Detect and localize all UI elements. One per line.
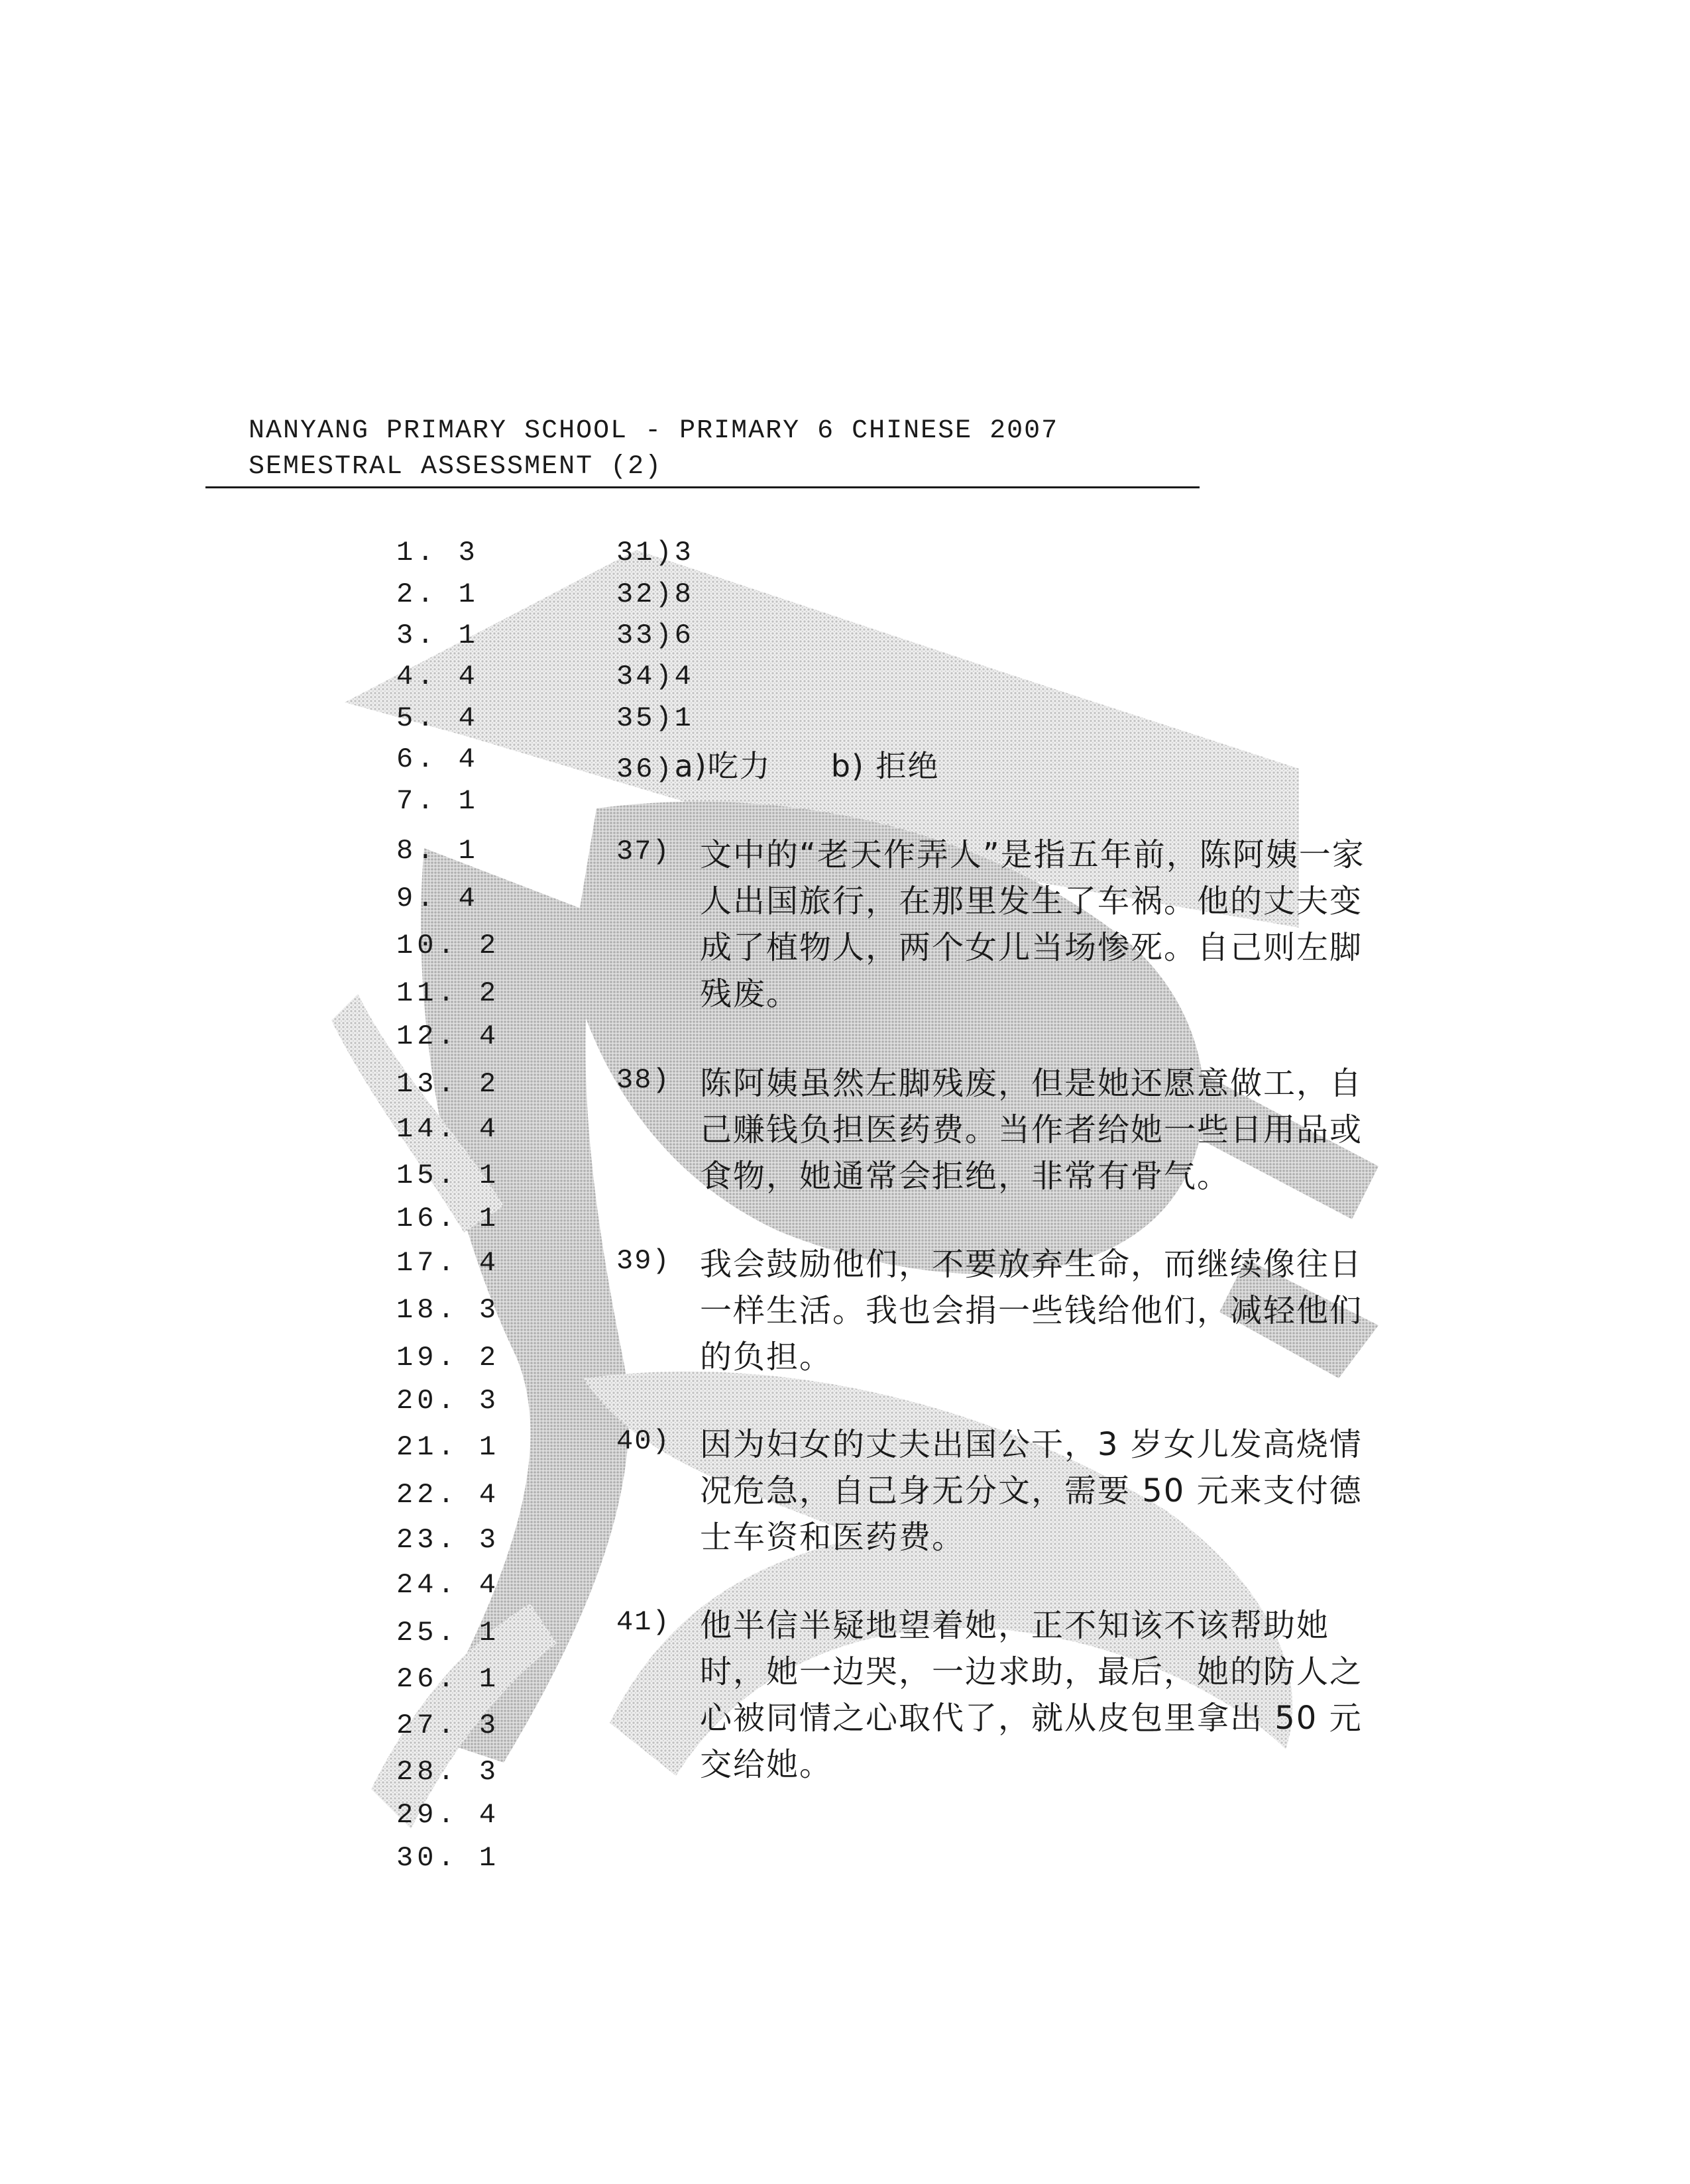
essay-number: 39) xyxy=(616,1245,671,1277)
mcq-answer: 4. 4 xyxy=(396,661,479,692)
mcq-answer: 27. 3 xyxy=(396,1710,500,1741)
mcq-answer: 23. 3 xyxy=(396,1524,500,1556)
mcq-answer: 19. 2 xyxy=(396,1342,500,1374)
mcq-answer: 9. 4 xyxy=(396,883,479,914)
essay-text: 因为妇女的丈夫出国公干，3 岁女儿发高烧情况危急，自己身无分文，需要 50 元来支付德士车资和医药费。 xyxy=(700,1426,1363,1556)
short-answer-36-a: a)吃力 xyxy=(674,748,771,784)
mcq-answer: 8. 1 xyxy=(396,835,479,867)
essay-text: 他半信半疑地望着她，正不知该不该帮助她时，她一边哭，一边求助，最后，她的防人之心被同情之心取代了，就从皮包里拿出 50 元交给她。 xyxy=(700,1607,1363,1783)
mcq-answer: 3. 1 xyxy=(396,620,479,651)
mcq-answer: 11. 2 xyxy=(396,977,500,1009)
header-title: NANYANG PRIMARY SCHOOL - PRIMARY 6 CHINESE 2007 xyxy=(249,416,1059,446)
mcq-answer: 21. 1 xyxy=(396,1431,500,1463)
short-answer-31: 31)3 xyxy=(616,537,694,569)
mcq-answer: 7. 1 xyxy=(396,785,479,817)
mcq-answer: 30. 1 xyxy=(396,1842,500,1874)
essay-text: 陈阿姨虽然左脚残废，但是她还愿意做工，自己赚钱负担医药费。当作者给她一些日用品或食物，她通常会拒绝，非常有骨气。 xyxy=(700,1065,1363,1195)
mcq-answer: 29. 4 xyxy=(396,1799,500,1831)
header-divider xyxy=(205,486,1200,488)
mcq-answer: 17. 4 xyxy=(396,1247,500,1279)
mcq-answer: 1. 3 xyxy=(396,537,479,569)
mcq-answer: 13. 2 xyxy=(396,1068,500,1100)
mcq-answer: 28. 3 xyxy=(396,1756,500,1788)
mcq-answer: 5. 4 xyxy=(396,702,479,734)
mcq-answer: 24. 4 xyxy=(396,1569,500,1601)
mcq-answer: 6. 4 xyxy=(396,743,479,775)
essay-number: 38) xyxy=(616,1064,671,1096)
mcq-answer: 18. 3 xyxy=(396,1294,500,1326)
essay-text: 文中的“老天作弄人”是指五年前，陈阿姨一家人出国旅行，在那里发生了车祸。他的丈夫变成了植物人，两个女儿当场惨死。自己则左脚残废。 xyxy=(700,836,1365,1012)
mcq-answer: 10. 2 xyxy=(396,930,500,961)
short-answer-36-b: b) 拒绝 xyxy=(830,748,940,784)
mcq-answer: 2. 1 xyxy=(396,578,479,610)
mcq-answer: 20. 3 xyxy=(396,1385,500,1417)
essay-number: 40) xyxy=(616,1425,671,1457)
mcq-answer: 26. 1 xyxy=(396,1663,500,1695)
essay-text: 我会鼓励他们，不要放弃生命，而继续像往日一样生活。我也会捐一些钱给他们，减轻他们的负担。 xyxy=(700,1246,1363,1376)
short-answer-32: 32)8 xyxy=(616,578,694,610)
header-subtitle: SEMESTRAL ASSESSMENT (2) xyxy=(249,452,663,482)
mcq-answer: 15. 1 xyxy=(396,1160,500,1191)
mcq-answer: 12. 4 xyxy=(396,1020,500,1052)
short-answer-36-number: 36) xyxy=(616,753,675,785)
short-answer-33: 33)6 xyxy=(616,620,694,651)
short-answer-35: 35)1 xyxy=(616,702,694,734)
short-answer-34: 34)4 xyxy=(616,661,694,692)
short-answer-36 xyxy=(616,742,940,786)
mcq-answer: 25. 1 xyxy=(396,1617,500,1649)
mcq-answer: 16. 1 xyxy=(396,1203,500,1234)
mcq-answer: 22. 4 xyxy=(396,1479,500,1511)
essay-number: 41) xyxy=(616,1606,671,1638)
essay-number: 37) xyxy=(616,836,671,867)
mcq-answer: 14. 4 xyxy=(396,1113,500,1145)
